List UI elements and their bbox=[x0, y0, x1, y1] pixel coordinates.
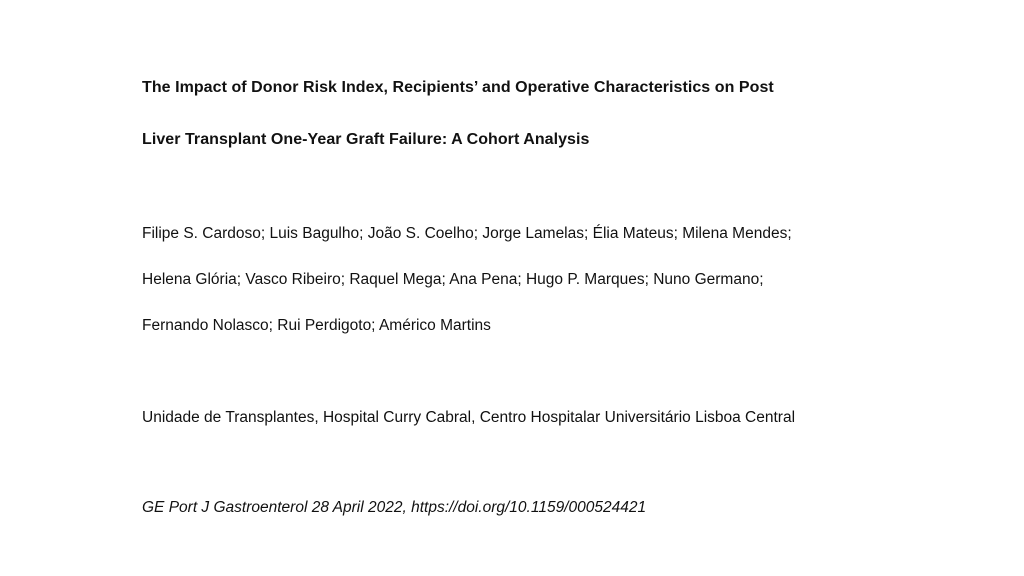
affiliation: Unidade de Transplantes, Hospital Curry Cabral, Centro Hospitalar Universitário Lisboa Central bbox=[142, 409, 796, 426]
title-line-2: Liver Transplant One-Year Graft Failure: A Cohort Analysis bbox=[142, 131, 590, 148]
authors-line-3: Fernando Nolasco; Rui Perdigoto; Américo Martins bbox=[142, 317, 491, 334]
authors-line-1: Filipe S. Cardoso; Luis Bagulho; João S. Coelho; Jorge Lamelas; Élia Mateus; Milena Mendes; bbox=[142, 225, 792, 242]
citation: GE Port J Gastroenterol 28 April 2022, https://doi.org/10.1159/000524421 bbox=[142, 499, 647, 516]
authors-line-2: Helena Glória; Vasco Ribeiro; Raquel Mega; Ana Pena; Hugo P. Marques; Nuno Germano; bbox=[142, 271, 764, 288]
title-line-1: The Impact of Donor Risk Index, Recipients’ and Operative Characteristics on Post bbox=[142, 79, 774, 96]
